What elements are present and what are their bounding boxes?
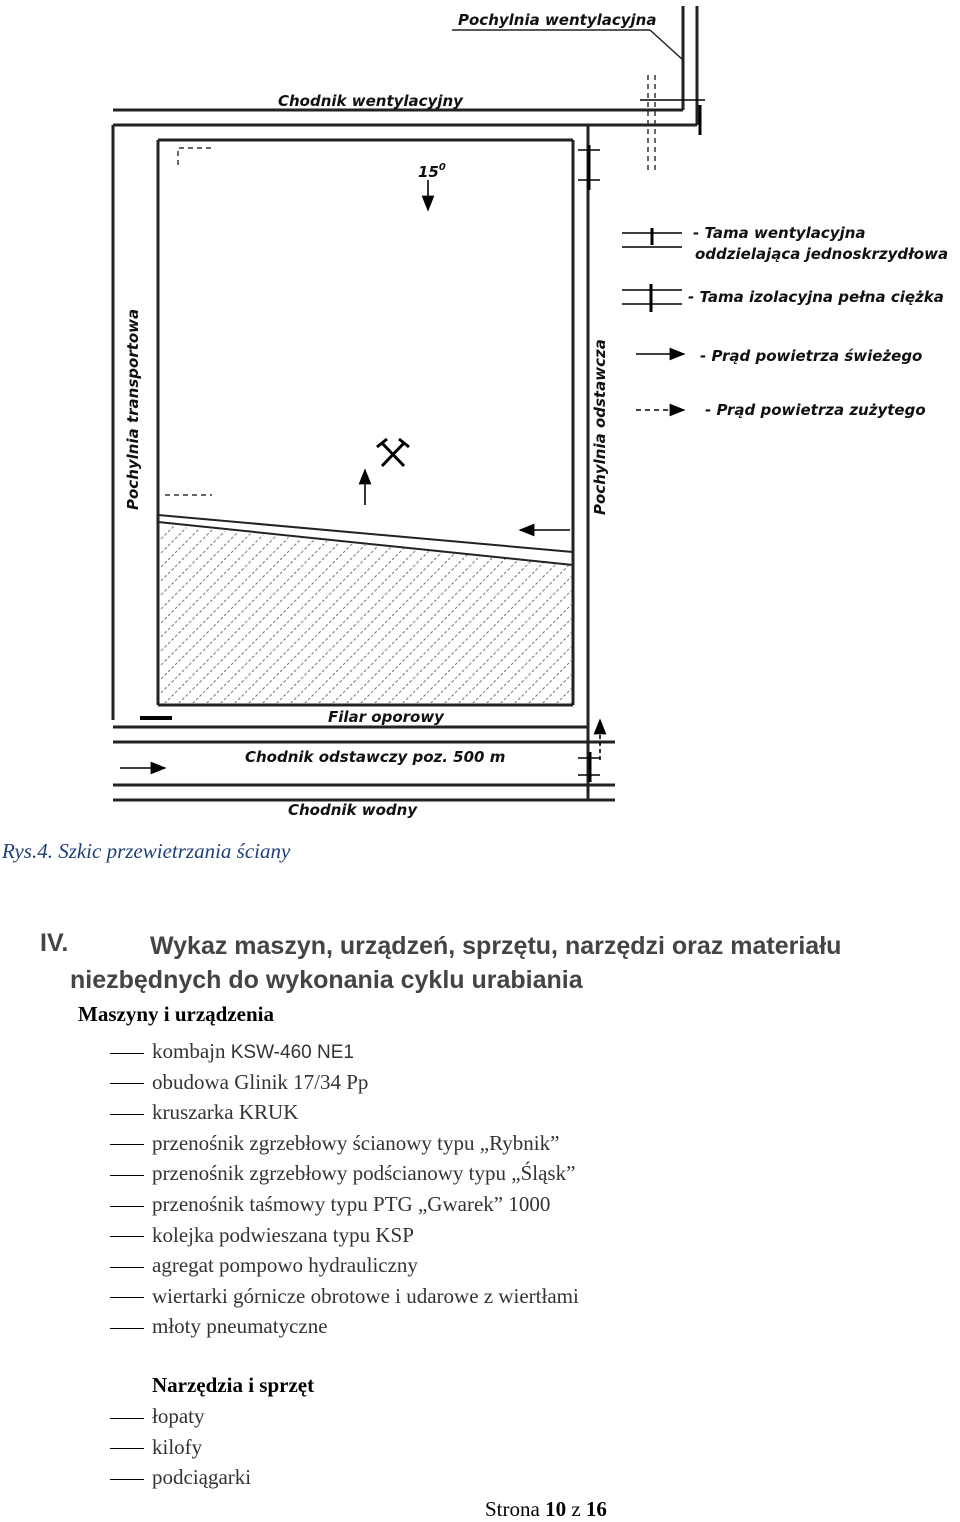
dash-icon — [110, 1479, 144, 1480]
list-item: kolejka podwieszana typu KSP — [110, 1220, 579, 1251]
discharge-gallery-label: Chodnik odstawczy poz. 500 m — [245, 748, 506, 766]
dash-icon — [110, 1206, 144, 1207]
dash-icon — [110, 1083, 144, 1084]
dash-icon — [110, 1236, 144, 1237]
dash-icon — [110, 1114, 144, 1115]
dash-icon — [110, 1144, 144, 1145]
dash-icon — [110, 1053, 144, 1054]
discharge-incline-label: Pochylnia odstawcza — [591, 339, 609, 515]
vent-incline — [683, 6, 697, 125]
page-number: 10 — [545, 1497, 567, 1521]
water-gallery-label: Chodnik wodny — [288, 801, 418, 819]
transport-incline-label: Pochylnia transportowa — [124, 308, 142, 510]
legend-symbols — [622, 228, 684, 410]
list-item: młoty pneumatyczne — [110, 1311, 579, 1342]
vent-gallery — [113, 110, 697, 125]
legend-used-air-label: - Prąd powietrza zużytego — [705, 401, 926, 419]
angle-label: $15^0$ — [418, 162, 446, 181]
dash-icon — [110, 1297, 144, 1298]
vent-gallery-label: Chodnik wentylacyjny — [278, 92, 463, 110]
section-number: IV. — [40, 929, 69, 957]
list-item: kruszarka KRUK — [110, 1097, 579, 1128]
list-item: agregat pompowo hydrauliczny — [110, 1250, 579, 1281]
pillar-label: Filar oporowy — [328, 708, 444, 726]
list-item: kombajn KSW-460 NE1 — [110, 1036, 579, 1067]
dash-icon — [110, 1418, 144, 1419]
list-item: przenośnik taśmowy typu PTG „Gwarek” 1000 — [110, 1189, 579, 1220]
list-item: obudowa Glinik 17/34 Pp — [110, 1067, 579, 1098]
legend-dam-label-1: - Tama wentylacyjna — [693, 224, 866, 242]
list-item: przenośnik zgrzebłowy podścianowy typu „Śląsk” — [110, 1158, 579, 1189]
crossed-hammers-icon — [377, 439, 409, 466]
legend-dam-label-2: oddzielająca jednoskrzydłowa — [695, 245, 949, 263]
page-total: 16 — [585, 1497, 607, 1521]
dash-icon — [110, 1328, 144, 1329]
list-item: podciągarki — [110, 1462, 251, 1493]
dash-icon — [110, 1448, 144, 1449]
machines-heading: Maszyny i urządzenia — [78, 1002, 274, 1026]
tools-list — [110, 1401, 251, 1493]
list-item: kilofy — [110, 1432, 251, 1463]
dash-icon — [110, 1267, 144, 1268]
dash-icon — [110, 1175, 144, 1176]
list-item: przenośnik zgrzebłowy ścianowy typu „Rybnik” — [110, 1128, 579, 1159]
section-title: Wykaz maszyn, urządzeń, sprzętu, narzędzi oraz materiału niezbędnych do wykonania cyklu urabiania — [70, 932, 842, 994]
tools-heading: Narzędzia i sprzęt — [152, 1373, 315, 1397]
legend-isolation-label: - Tama izolacyjna pełna ciężka — [688, 288, 944, 306]
list-item: wiertarki górnicze obrotowe i udarowe z wiertłami — [110, 1281, 579, 1312]
figure-caption: Rys.4. Szkic przewietrzania ściany — [2, 839, 291, 863]
used-air-path — [165, 75, 655, 495]
vent-incline-label: Pochylnia wentylacyjna — [458, 11, 657, 29]
goaf-area — [160, 525, 572, 703]
page-footer: Strona 10 z 16 — [485, 1497, 607, 1521]
machines-list — [110, 1036, 579, 1342]
vent-incline-pointer — [650, 30, 683, 60]
list-item: łopaty — [110, 1401, 251, 1432]
legend-fresh-air-label: - Prąd powietrza świeżego — [700, 347, 923, 365]
